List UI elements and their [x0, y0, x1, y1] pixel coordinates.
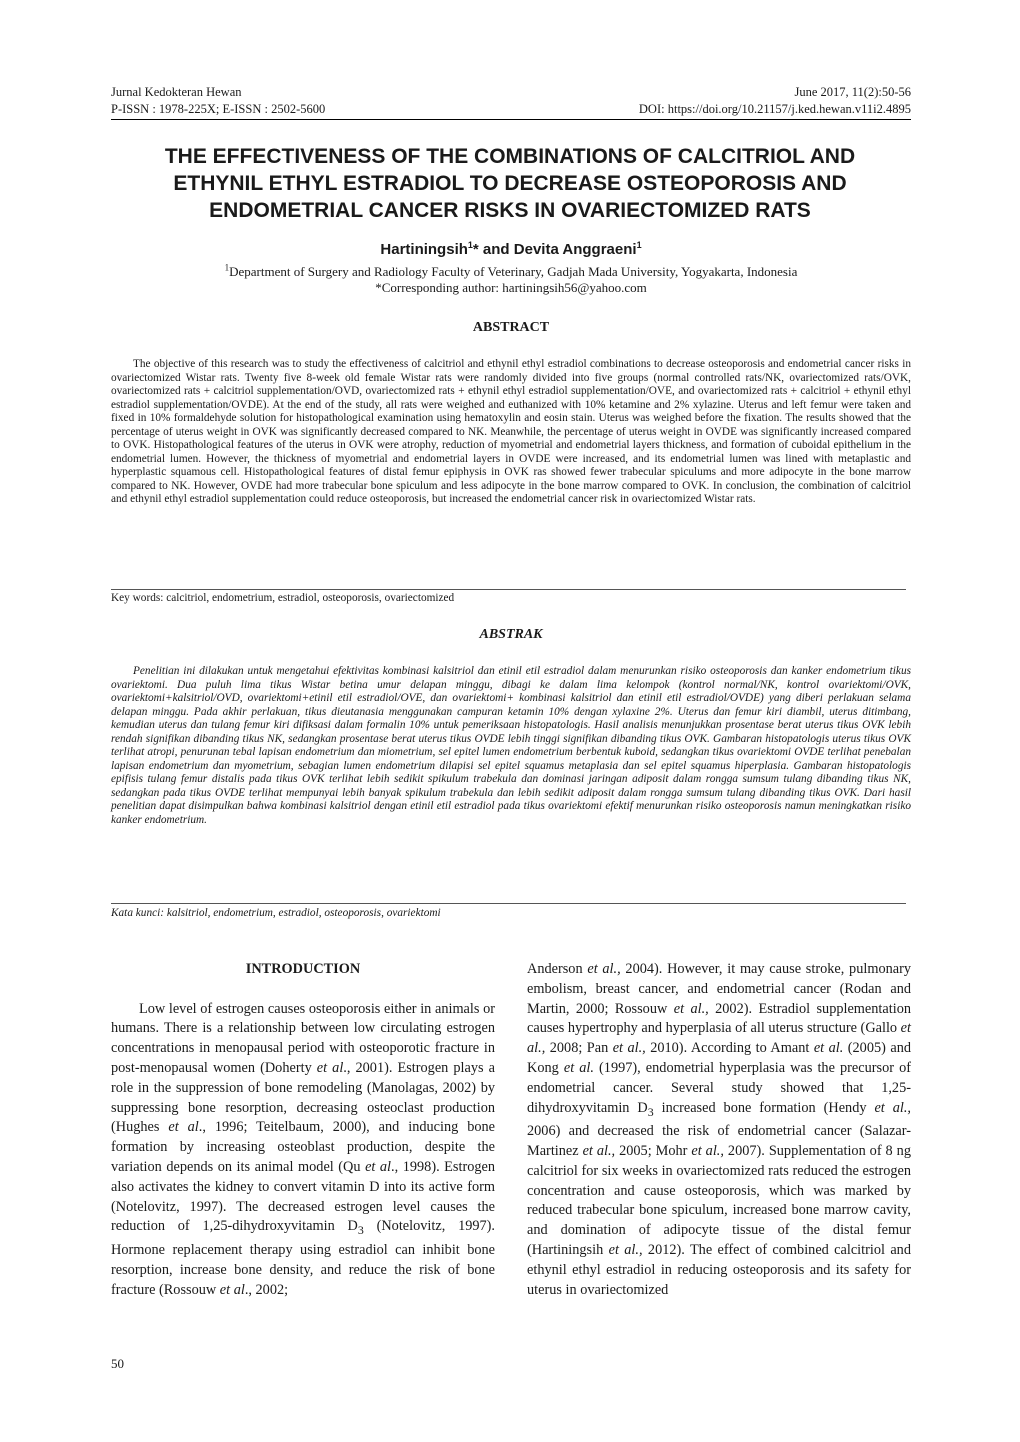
abstrak-divider [111, 903, 906, 904]
body-paragraph: Anderson et al., 2004). However, it may cause stroke, pulmonary embolism, breast cancer, and endometrial cancer (Rodan and Martin, 2000; Rossouw et al., 2002). Estradiol supplementation causes hypertrophy and hyperplasia of all uterus structure (Gallo et al., 2008; Pan et al., 2010). According to Amant et al. (2005) and Kong et al. (1997), endometrial hyperplasia was the precursor of endometrial cancer. Several study showed that 1,25-dihydroxyvitamin $D_3$ increased bone formation (Hendy et al., 2006) and decreased the risk of endometrial cancer (Salazar-Martinez et al., 2005; Mohr et al., 2007). Supplementation of 8 ng calcitriol for six weeks in ovariectomized rats reduced the estrogen concentration and cause osteoporosis, which was marked by reduced trabecular bone spiculum, increased bone marrow cavity, and domination of adipocyte tissue of the distal femur (Hartiningsih et al., 2012). The effect of combined calcitriol and ethynil ethyl estradiol in reducing osteoporosis and its safety for uterus in ovariectomized [527, 961, 911, 1298]
paper-title [90, 143, 930, 224]
doi-link[interactable]: DOI: https://doi.org/10.21157/j.ked.hewan.v11i2.4895 [638, 102, 911, 116]
title-line: ETHYNIL ETHYL ESTRADIOL TO DECREASE OSTEOPOROSIS AND [173, 172, 847, 195]
author-name: Hartiningsih [380, 241, 468, 258]
author-joiner: * and [472, 241, 514, 258]
affiliation-mark: 1 [467, 240, 473, 250]
affiliation: Department of Surgery and Radiology Faculty of Veterinary, Gadjah Mada University, Yogyakarta, Indonesia [229, 264, 798, 279]
header-divider [111, 119, 911, 120]
affiliation-mark: 1 [636, 240, 642, 250]
title-line: ENDOMETRIAL CANCER RISKS IN OVARIECTOMIZED RATS [209, 199, 811, 222]
journal-name: Jurnal Kedokteran Hewan [111, 85, 242, 99]
section-heading-introduction: INTRODUCTION [245, 961, 361, 977]
issn: P-ISSN : 1978-225X; E-ISSN : 2502-5600 [111, 102, 326, 116]
body-paragraph: Low level of estrogen causes osteoporosis either in animals or humans. There is a relationship between low circulating estrogen concentrations in menopausal period with osteoporotic fracture in post-menopausal women (Doherty et al., 2001). Estrogen plays a role in the suppression of bone remodeling (Manolagas, 2002) by suppressing bone resorption, decreasing osteoclast production (Hughes et al., 1996; Teitelbaum, 2000), and inducing bone formation by increasing osteoblast production, despite the variation depends on its animal model (Qu et al., 1998). Estrogen also activates the kidney to convert vitamin D into its active form (Notelovitz, 1997). The decreased estrogen level causes the reduction of 1,25-dihydroxyvitamin $D_3$ (Notelovitz, 1997). Hormone replacement therapy using estradiol can inhibit bone resorption, increase bone density, and reduce the risk of bone fracture (Rossouw et al., 2002; [111, 1000, 496, 1298]
page-number: 50 [111, 1356, 124, 1371]
body-column-right [527, 960, 911, 1300]
affiliation-mark: 1 [224, 262, 230, 273]
title-line: THE EFFECTIVENESS OF THE COMBINATIONS OF CALCITRIOL AND [164, 145, 856, 168]
author-list [111, 241, 911, 258]
issue-date: June 2017, 11(2):50-56 [794, 85, 911, 99]
body-column-left [111, 960, 495, 1300]
kata-kunci: Kata kunci: kalsitriol, endometrium, estradiol, osteoporosis, ovariektomi [111, 907, 441, 919]
abstract-heading: ABSTRACT [472, 320, 550, 335]
author-name: Devita Anggraeni [513, 241, 637, 258]
abstrak-text: Penelitian ini dilakukan untuk mengetahui efektivitas kombinasi kalsitriol dan etinil etil estradiol dalam menurunkan risiko osteoporosis dan kanker endometrium tikus ovariektomi. Dua puluh lima tikus Wistar betina umur delapan minggu, dibagi ke dalam lima kelompok (kontrol normal/NK, kontrol ovariektomi/OVK, ovariektomi+kalsitriol/OVD, ovariektomi+etinil etil estradiol/OVE, dan ovariektomi+ kombinasi kalsitriol dan etinil etil estradiol/OVDE) yang diberi perlakuan selama delapan minggu. Pada akhir perlakuan, tikus dieutanasia menggunakan campuran ketamin 10% dengan xylaxine 2%. Uterus dan femur kiri diambil, uterus ditimbang, kemudian uterus dan tulang femur kiri difiksasi dalam formalin 10% untuk pemeriksaan histopatologis. Hasil analisis menunjukkan prosentase berat uterus tikus OVK lebih rendah signifikan dibanding tikus NK, sedangkan prosentase berat uterus tikus OVDE lebih tinggi signifikan dibanding tikus OVK. Gambaran histopatologis uterus tikus OVK terlihat atropi, penurunan tebal lapisan endometrium dan miometrium, sel epitel lumen endometrium berbentuk kuboid, sedangkan tikus ovariektomi OVDE terlihat penebalan lapisan endometrium dan myometrium, sebagian lumen endometrium dilapisi sel epitel squamus metaplasia dan sel epitel squamus hiperplasia. Gambaran histopatologis epifisis tulang femur distalis pada tikus OVK terlihat lebih sedikit spikulum trabekula dan dominasi jaringan adiposit dalam rongga sumsum tulang dibanding tikus NK, sedangkan pada tikus OVDE terlihat mempunyai lebih banyak spikulum trabekula dan lebih sedikit adiposit dalam rongga sumsum tulang dibanding tikus OVK. Dari hasil penelitian dapat disimpulkan bahwa kombinasi kalsitriol dengan etinil etil estradiol pada tikus ovariektomi efektif menurunkan risiko osteoporosis namun meningkatkan risiko kanker endometrium. [111, 665, 911, 826]
abstract-text: The objective of this research was to study the effectiveness of calcitriol and ethynil ethyl estradiol combinations to decrease osteoporosis and endometrial cancer risks in ovariectomized Wistar rats. Twenty five 8-week old female Wistar rats were randomly divided into five groups (normal controlled rats/NK, ovariectomized rats/OVK, ovariectomized rats + calcitriol supplementation/OVD, ovariectomized rats + ethynil ethyl estradiol supplementation/OVE, and ovariectomized rats + calcitriol + ethynil ethyl estradiol supplementation/OVDE). At the end of the study, all rats were weighed and euthanized with 10% ketamine and 2% xylazine. Uterus and left femur were taken and fixed in 10% formaldehyde solution for histopathological examination using hematoxylin and eosin stain. Uterus was weighed before the fixation. The results showed that the percentage of uterus weight in OVK was significantly decreased compared to NK. Meanwhile, the percentage of uterus weight in OVDE was significantly increased compared to OVK. Histopathological features of the uterus in OVK were atrophy, reduction of myometrial and endometrial layers thickness, and formation of cuboidal epithelium in the endometrial lumen. However, the thickness of myometrial and endometrial layers in OVDE were increased, and its endometrial lumen was lined with metaplastic and hyperplastic squamous cell. Histopathological features of distal femur epiphysis in OVK ras showed fewer trabecular spiculums and more adipocyte in the bone marrow compared to NK. However, OVDE had more trabecular bone spiculum and less adipocyte in the bone marrow compared to OVK. In conclusion, the combination of calcitriol and ethynil ethyl estradiol supplementation could reduce osteoporosis, but increased the endometrial cancer risk in ovariectomized Wistar rats. [111, 358, 911, 505]
abstrak-heading: ABSTRAK [479, 627, 543, 642]
keywords: Key words: calcitriol, endometrium, estradiol, osteoporosis, ovariectomized [111, 592, 455, 604]
corresponding-author: *Corresponding author: hartiningsih56@yahoo.com [375, 280, 647, 295]
abstract-divider [111, 589, 906, 590]
affiliation-block [111, 264, 911, 296]
